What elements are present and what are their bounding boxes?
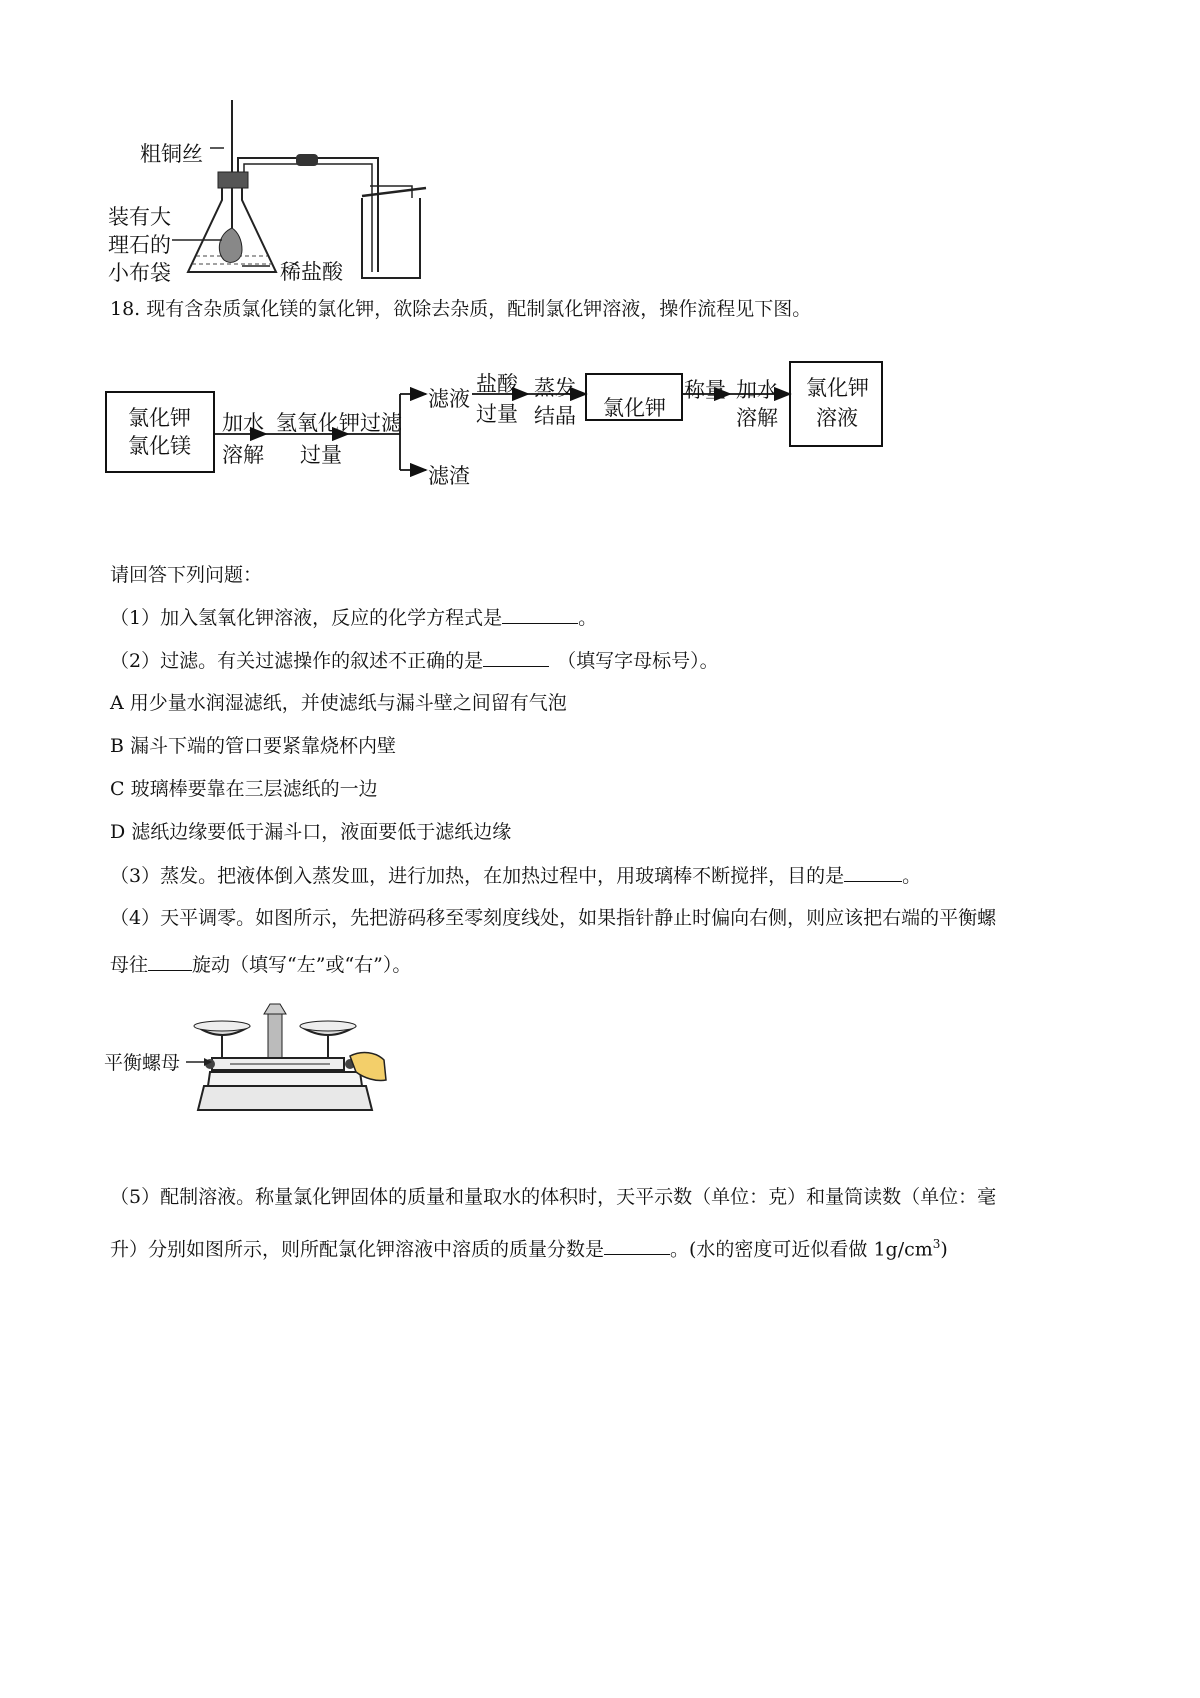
flow-step5-line2: 结晶 [534,404,576,428]
option-a: A 用少量水润湿滤纸，并使滤纸与漏斗壁之间留有气泡 [110,692,567,714]
flow-step3: 过滤 [360,411,402,435]
question-4-line2 [110,952,411,977]
balance-nut-label: 平衡螺母 [104,1052,181,1074]
question-5-text: 升）分别如图所示，则所配氯化钾溶液中溶质的质量分数是 [110,1238,605,1261]
question-5-line2 [110,1232,948,1261]
label-dilute-hcl: 稀盐酸 [280,260,343,284]
answer-blank-4[interactable] [148,952,192,971]
question-2-end: （填写字母标号）。 [557,650,719,672]
question-1-text: （1）加入氢氧化钾溶液，反应的化学方程式是 [110,607,503,629]
answer-blank-3[interactable] [844,863,902,882]
label-marble-bag-2: 理石的 [108,233,171,257]
label-marble-bag-1: 装有大 [108,205,171,229]
flow-step4-line2: 过量 [476,402,518,426]
flow-step1-line2: 溶解 [222,443,264,467]
flow-box1-line2: 氯化镁 [128,434,191,458]
flow-step2-line1: 氢氧化钾 [276,411,360,435]
flow-residue: 滤渣 [428,464,470,488]
flow-box3-line2: 溶液 [816,406,858,430]
option-c: C 玻璃棒要靠在三层滤纸的一边 [110,778,378,800]
prompt-text: 请回答下列问题： [110,564,263,586]
flow-step5-line1: 蒸发 [534,376,576,400]
question-2-text: （2）过滤。有关过滤操作的叙述不正确的是 [110,650,484,672]
question-4-text: 母往 [110,954,149,976]
question-4-end: 旋动（填写“左”或“右”）。 [192,954,412,976]
flow-step6: 称量 [684,378,726,402]
answer-blank-1[interactable] [502,605,578,624]
question-18-intro: 18. 现有含杂质氯化镁的氯化钾，欲除去杂质，配制氯化钾溶液，操作流程见下图。 [110,298,812,320]
question-3 [110,863,921,888]
flow-box2: 氯化钾 [603,396,666,420]
flow-box1-line1: 氯化钾 [128,406,191,430]
flow-filtrate: 滤液 [428,387,470,411]
flow-step1-line1: 加水 [222,411,264,435]
superscript-3: 3 [932,1237,941,1251]
question-5-density-note: 。(水的密度可近似看做 1g/cm [670,1238,933,1261]
question-2 [110,648,719,673]
flow-step7-line2: 溶解 [736,406,778,430]
question-1-end: 。 [578,607,598,629]
question-4-line1: （4）天平调零。如图所示，先把游码移至零刻度线处，如果指针静止时偏向右侧，则应该把右端的平衡螺 [110,907,997,929]
question-5-line1: （5）配制溶液。称量氯化钾固体的质量和量取水的体积时，天平示数（单位：克）和量筒读数（单位：毫 [110,1186,997,1208]
flow-step7-line1: 加水 [736,378,778,402]
flow-step4-line1: 盐酸 [476,372,518,396]
label-copper-wire: 粗铜丝 [140,142,203,166]
label-marble-bag-3: 小布袋 [108,261,171,285]
question-3-end: 。 [902,865,922,887]
question-3-text: （3）蒸发。把液体倒入蒸发皿，进行加热，在加热过程中，用玻璃棒不断搅拌，目的是 [110,865,845,887]
answer-blank-2[interactable] [483,648,549,667]
answer-blank-5[interactable] [604,1236,670,1255]
flow-step2-line2: 过量 [300,443,342,467]
question-5-end: ) [940,1238,948,1261]
flow-box3-line1: 氯化钾 [806,376,869,400]
option-d: D 滤纸边缘要低于漏斗口，液面要低于滤纸边缘 [110,821,512,843]
question-1 [110,605,597,630]
option-b: B 漏斗下端的管口要紧靠烧杯内壁 [110,735,397,757]
